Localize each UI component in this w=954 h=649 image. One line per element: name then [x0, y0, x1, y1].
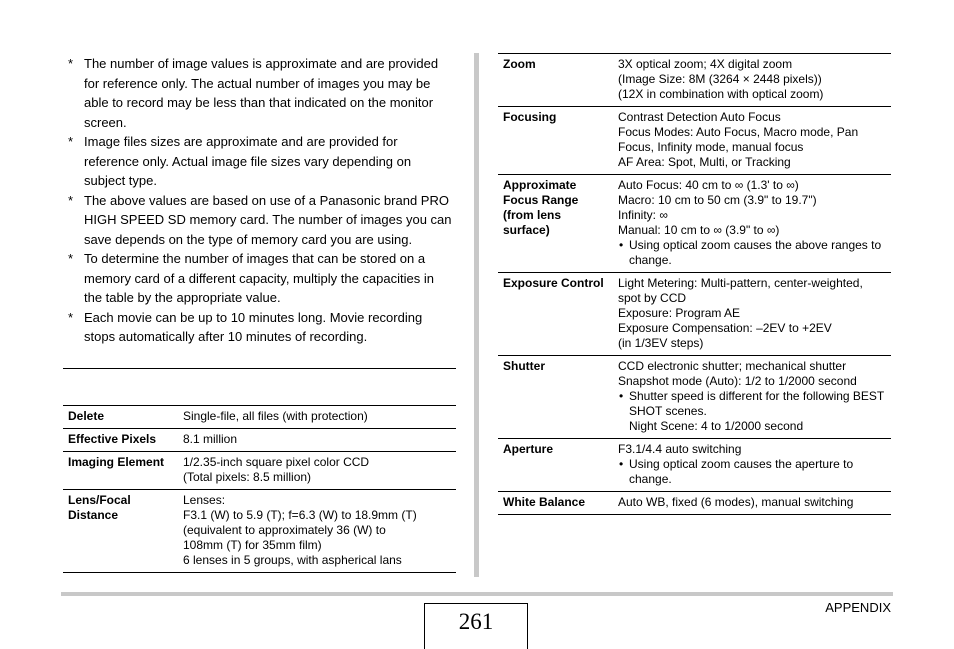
note-text: Each movie can be up to 10 minutes long. Movie recording stops automatically after 10 minutes of recording.	[84, 309, 423, 344]
spec-value-line: 6 lenses in 5 groups, with aspherical lans	[183, 553, 402, 567]
note-marker: *	[68, 309, 74, 325]
spec-key: Shutter	[498, 356, 613, 439]
spec-row	[498, 273, 891, 356]
spec-value-line: (equivalent to approximately 36 (W) to	[183, 523, 386, 537]
spec-value-line: (Image Size: 8M (3264 × 2448 pixels))	[618, 72, 822, 86]
spec-value-line: F3.1 (W) to 5.9 (T); f=6.3 (W) to 18.9mm (T)	[183, 508, 417, 522]
spec-key: White Balance	[498, 492, 613, 515]
spec-row	[63, 429, 456, 452]
note-item	[63, 308, 453, 347]
spec-value-line: Auto Focus: 40 cm to ∞ (1.3' to ∞)	[618, 178, 799, 192]
spec-bullet: • Using optical zoom causes the aperture to change.	[618, 457, 887, 487]
spec-row	[498, 54, 891, 107]
spec-key: Focusing	[498, 107, 613, 175]
spec-row	[498, 107, 891, 175]
spec-value-line: CCD electronic shutter; mechanical shutter	[618, 359, 847, 373]
spec-value-line: (12X in combination with optical zoom)	[618, 87, 824, 101]
spec-value	[613, 175, 891, 273]
spec-key: Aperture	[498, 439, 613, 492]
spec-value-line: 8.1 million	[183, 432, 238, 446]
spec-value-line: Single-file, all files (with protection)	[183, 409, 368, 423]
spec-value-line: Manual: 10 cm to ∞ (3.9" to ∞)	[618, 223, 780, 237]
spec-value	[613, 273, 891, 356]
spec-bullet: • Shutter speed is different for the following BEST SHOT scenes. Night Scene: 4 to 1/2000 second	[618, 389, 887, 434]
spec-key: Imaging Element	[63, 452, 178, 490]
spec-key: Effective Pixels	[63, 429, 178, 452]
spec-value	[178, 429, 456, 452]
note-marker: *	[68, 251, 74, 266]
spec-value	[613, 356, 891, 439]
spec-value-line: Light Metering: Multi-pattern, center-weighted, spot by CCD	[618, 276, 863, 305]
spec-value-line: Exposure: Program AE	[618, 306, 741, 320]
spec-key: Lens/Focal Distance	[63, 490, 178, 573]
spec-value-line: 3X optical zoom; 4X digital zoom	[618, 57, 793, 71]
note-item	[63, 191, 453, 250]
spec-key: Approximate Focus Range (from lens surface)	[498, 175, 613, 273]
spec-row	[498, 175, 891, 273]
spec-value	[613, 439, 891, 492]
note-text: The above values are based on use of a Panasonic brand PRO HIGH SPEED SD memory card. The number of images you can save depends on the type of memory card you are using.	[84, 192, 452, 247]
spec-row	[63, 406, 456, 429]
spec-value	[178, 452, 456, 490]
spec-value-line: Lenses:	[183, 493, 226, 507]
spec-row	[498, 439, 891, 492]
notes-divider	[63, 368, 456, 369]
note-marker: *	[68, 134, 74, 149]
spec-bullet: • Using optical zoom causes the above ranges to change.	[618, 238, 887, 268]
spec-value-line: F3.1/4.4 auto switching	[618, 442, 742, 456]
spec-value-line: Contrast Detection Auto Focus	[618, 110, 781, 124]
spec-row	[63, 490, 456, 573]
note-item	[63, 249, 453, 308]
note-text: Image files sizes are approximate and are provided for reference only. Actual image file sizes vary depending on subject type.	[84, 134, 412, 188]
spec-value-line: Exposure Compensation: –2EV to +2EV	[618, 321, 832, 335]
spec-value	[613, 54, 891, 107]
spec-value	[613, 492, 891, 515]
spec-value	[178, 406, 456, 429]
spec-key: Zoom	[498, 54, 613, 107]
spec-key: Delete	[63, 406, 178, 429]
spec-value-line: 1/2.35-inch square pixel color CCD	[183, 455, 370, 469]
spec-row	[63, 452, 456, 490]
note-marker: *	[68, 56, 74, 71]
spec-value-line: (in 1/3EV steps)	[618, 336, 704, 350]
note-text: The number of image values is approximate and are provided for reference only. The actual number of images you may be able to record may be less than that indicated on the monitor screen.	[84, 56, 439, 130]
spec-value-line: Snapshot mode (Auto): 1/2 to 1/2000 second	[618, 374, 857, 388]
spec-value-line: (Total pixels: 8.5 million)	[183, 470, 312, 484]
notes-list	[63, 54, 453, 347]
column-separator	[474, 53, 479, 577]
spec-value-line: Auto WB, fixed (6 modes), manual switching	[618, 495, 854, 509]
spec-row	[498, 356, 891, 439]
spec-key: Exposure Control	[498, 273, 613, 356]
note-marker: *	[68, 192, 74, 208]
footer-rule	[61, 592, 893, 596]
spec-value-line: 108mm (T) for 35mm film)	[183, 538, 322, 552]
left-spec-table	[63, 406, 456, 573]
right-spec-table	[498, 54, 891, 515]
spec-value	[613, 107, 891, 175]
note-item	[63, 132, 453, 191]
spec-value-line: Macro: 10 cm to 50 cm (3.9" to 19.7")	[618, 193, 817, 207]
spec-value	[178, 490, 456, 573]
page-number: 261	[458, 609, 494, 634]
note-text: To determine the number of images that can be stored on a memory card of a different capacity, multiply the capacities in the table by the appropriate value.	[84, 251, 434, 305]
spec-value-line: AF Area: Spot, Multi, or Tracking	[618, 155, 791, 169]
note-item	[63, 54, 453, 132]
spec-value-line: Focus Modes: Auto Focus, Macro mode, Pan Focus, Infinity mode, manual focus	[618, 125, 859, 154]
spec-row	[498, 492, 891, 515]
spec-value-line: Infinity: ∞	[618, 208, 668, 222]
page-number-box	[424, 603, 528, 649]
section-label: APPENDIX	[825, 600, 891, 615]
